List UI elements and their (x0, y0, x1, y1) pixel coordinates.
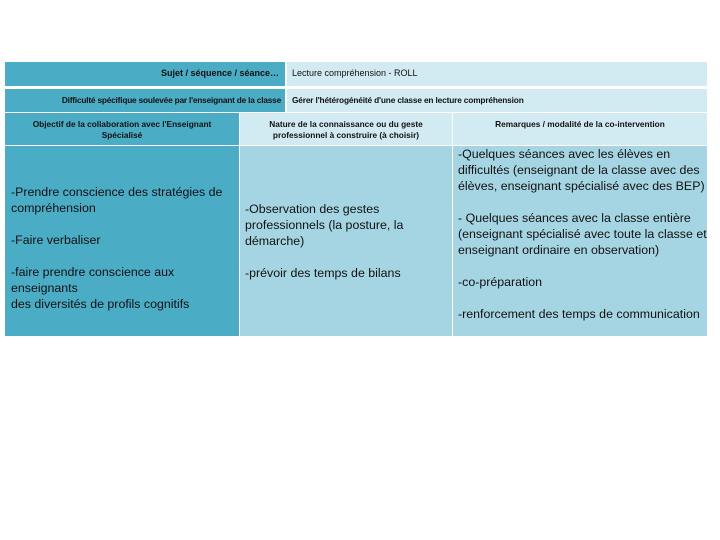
col1-item: -Faire verbaliser (11, 233, 101, 247)
col2-header-cell (240, 113, 452, 145)
row1-value: Lecture compréhension - ROLL (292, 68, 418, 78)
col2-item: -prévoir des temps de bilans (245, 266, 401, 280)
col1-item: -faire prendre conscience aux enseignants des diversités de profils cognitifs (11, 265, 190, 311)
col3-body-cell (453, 146, 707, 336)
col3-header: Remarques / modalité de la co-intervention (495, 119, 665, 129)
col3-item: -renforcement des temps de communication (458, 307, 700, 321)
col3-item: -Quelques séances avec les élèves en difficultés (enseignant de la classe avec des élèves, enseignant spécialisé avec des BEP) (458, 147, 705, 193)
row1-value-cell (287, 62, 707, 86)
col2-item: -Observation des gestes professionnels (la posture, la démarche) (245, 202, 404, 248)
row2-label-cell (5, 89, 285, 112)
row2-label: Difficulté spécifique soulevée par l'enseignant de la classe (61, 95, 281, 105)
col1-header-cell (5, 113, 239, 145)
row1-label-cell (5, 62, 285, 86)
row2-value: Gérer l'hétérogénéité d'une classe en lecture compréhension (292, 95, 524, 105)
col1-item: -Prendre conscience des stratégies de compréhension (11, 185, 223, 215)
col2-header-line1: Nature de la connaissance ou du geste (269, 119, 423, 129)
col3-item: - Quelques séances avec la classe entière (enseignant spécialisé avec toute la classe et enseignant ordinaire en observation) (458, 211, 707, 257)
col2-header-line2: professionnel à construire (à choisir) (272, 130, 420, 140)
col1-header-line1: Objectif de la collaboration avec l'Enseignant (32, 119, 212, 129)
col2-body-cell (240, 146, 452, 336)
row1-label: Sujet / séquence / séance… (160, 68, 279, 78)
col3-header-cell (453, 113, 707, 145)
col3-item: -co-préparation (458, 275, 543, 289)
col1-body-cell (5, 146, 239, 336)
col1-header-line2: Spécialisé (101, 130, 143, 140)
row2-value-cell (287, 89, 707, 112)
